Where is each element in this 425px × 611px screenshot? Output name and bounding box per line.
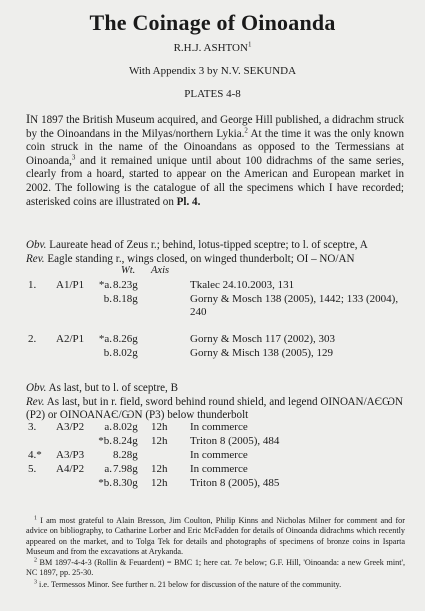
specimen-letter: *a. xyxy=(98,333,112,345)
coin-number: 2. xyxy=(28,333,37,345)
column-header-axis: Axis xyxy=(151,265,170,276)
intro-paragraph xyxy=(26,113,404,209)
footnote-marker[interactable]: 1 xyxy=(247,40,252,49)
specimen-letter: *a. xyxy=(98,279,112,291)
specimen-letter: *b. xyxy=(98,477,112,489)
author-line xyxy=(0,42,425,54)
weight: 8.28g xyxy=(113,449,138,461)
obverse-text: Laureate head of Zeus r.; behind, lotus-tipped sceptre; to l. of sceptre, A xyxy=(46,239,368,251)
axis: 12h xyxy=(151,421,168,433)
specimen-letter: b. xyxy=(103,293,112,305)
weight: 8.02g xyxy=(113,421,138,433)
appendix-credit: With Appendix 3 by N.V. SEKUNDA xyxy=(128,65,297,77)
footnote-text: BM 1897-4-4-3 (Rollin & Feuardent) = BMC 1; here cat. 7e below; G.F. Hill, 'Oinoanda: a new Greek mint', NC 1897, pp. 25-30. xyxy=(26,558,405,578)
weight: 8.23g xyxy=(113,279,138,291)
reverse-label: Rev. xyxy=(26,395,45,408)
specimen-letter: *b. xyxy=(98,435,112,447)
die-combination: A1/P1 xyxy=(56,279,85,291)
weight: 8.30g xyxy=(113,477,138,489)
coin-number: 4.* xyxy=(28,449,42,461)
coin-number: 3. xyxy=(28,421,37,433)
series-1-description xyxy=(26,239,411,266)
dropcap: I xyxy=(26,112,31,126)
weight: 8.26g xyxy=(113,333,138,345)
weight: 7.98g xyxy=(113,463,138,475)
weight: 8.18g xyxy=(113,293,138,305)
column-header-weight: Wt. xyxy=(121,265,136,276)
plate-reference: Pl. 4. xyxy=(176,195,201,208)
footnote-text: I am most grateful to Alain Bresson, Jim Coulton, Philip Kinns and Nicholas Milner for comment and for advice on bibliography, to Catharine Lorber and Eric McFadden for details of Oinoanda didrachms which recently appeared on the market, and to Tolga Tek for details and photographs of specimens of bronze coins in Isparta Museum and from the excavations at Arykanda. xyxy=(26,516,405,556)
footnotes xyxy=(26,516,405,591)
obverse-label: Obv. xyxy=(26,382,47,394)
axis: 12h xyxy=(151,463,168,475)
reference: In commerce xyxy=(190,463,248,475)
reference: In commerce xyxy=(190,449,248,461)
die-combination: A3/P3 xyxy=(56,449,85,461)
reverse-text: As last, but in r. field, sword behind round shield, and legend ΟΙΝΟΑΝ/ΑЄѠΝ (P2) or ΟΙΝΟΑΝΑЄ/ѠΝ (P3) below thunderbolt xyxy=(26,395,404,421)
obverse-line xyxy=(26,382,411,396)
footnote xyxy=(26,516,405,557)
specimen-letter: a. xyxy=(104,463,112,475)
reference: Tkalec 24.10.2003, 131 xyxy=(190,279,295,291)
reverse-line xyxy=(26,396,411,423)
footnote-number: 1 xyxy=(34,515,37,522)
plates-reference: PLATES 4-8 xyxy=(184,88,241,100)
coin-number: 1. xyxy=(28,279,37,291)
series-2-description xyxy=(26,382,411,423)
footnote xyxy=(26,558,405,579)
intro-text-a: 1897 the British Museum acquired, and George Hill published, a didrachm struck by the Oinoandans in the Milyas/northern Lykia. xyxy=(26,114,404,140)
reference: Triton 8 (2005), 485 xyxy=(190,477,280,489)
author-name: R.H.J. ASHTON xyxy=(173,42,248,54)
obverse-label: Obv. xyxy=(26,239,47,251)
intro-text-b: At the time it was the only known coin struck in the name of the Oinoandans as opposed to the Termessians at Oinoanda, xyxy=(26,127,404,167)
article-title: The Coinage of Oinoanda xyxy=(89,10,336,35)
footnote-marker[interactable]: 2 xyxy=(244,125,248,134)
axis: 12h xyxy=(151,435,168,447)
reverse-label: Rev. xyxy=(26,252,45,265)
die-combination: A4/P2 xyxy=(56,463,85,475)
weight: 8.02g xyxy=(113,347,138,359)
obverse-line xyxy=(26,239,411,253)
smallcap-text: N xyxy=(30,114,39,126)
intro-text-c: and it remained unique until about 100 didrachms of the same series, clearly from a hoard, started to appear on the American and European market in 2002. The following is the catalogue of all the specimens which I have recorded; asterisked coins are illustrated on xyxy=(26,154,404,208)
die-combination: A2/P1 xyxy=(56,333,85,345)
axis: 12h xyxy=(151,477,168,489)
reverse-line xyxy=(26,253,411,267)
footnote-number: 3 xyxy=(34,579,37,586)
footnote-number: 2 xyxy=(34,557,37,564)
reference: Gorny & Misch 138 (2005), 129 xyxy=(190,347,333,359)
reference: Gorny & Mosch 117 (2002), 303 xyxy=(190,333,336,345)
footnote-text: i.e. Termessos Minor. See further n. 21 below for discussion of the nature of the community. xyxy=(37,579,342,589)
reverse-text: Eagle standing r., wings closed, on winged thunderbolt; OI – NO/AN xyxy=(44,252,355,265)
reference: In commerce xyxy=(190,421,248,433)
footnote-marker[interactable]: 3 xyxy=(71,153,76,162)
specimen-letter: a. xyxy=(104,421,112,433)
reference: Gorny & Mosch 138 (2005), 1442; 133 (2004), 240 xyxy=(190,293,399,318)
specimen-letter: b. xyxy=(103,347,112,359)
reference: Triton 8 (2005), 484 xyxy=(190,435,280,447)
obverse-text: As last, but to l. of sceptre, B xyxy=(46,382,179,394)
footnote xyxy=(26,580,405,590)
weight: 8.24g xyxy=(113,435,138,447)
die-combination: A3/P2 xyxy=(56,421,85,433)
coin-number: 5. xyxy=(28,463,37,475)
